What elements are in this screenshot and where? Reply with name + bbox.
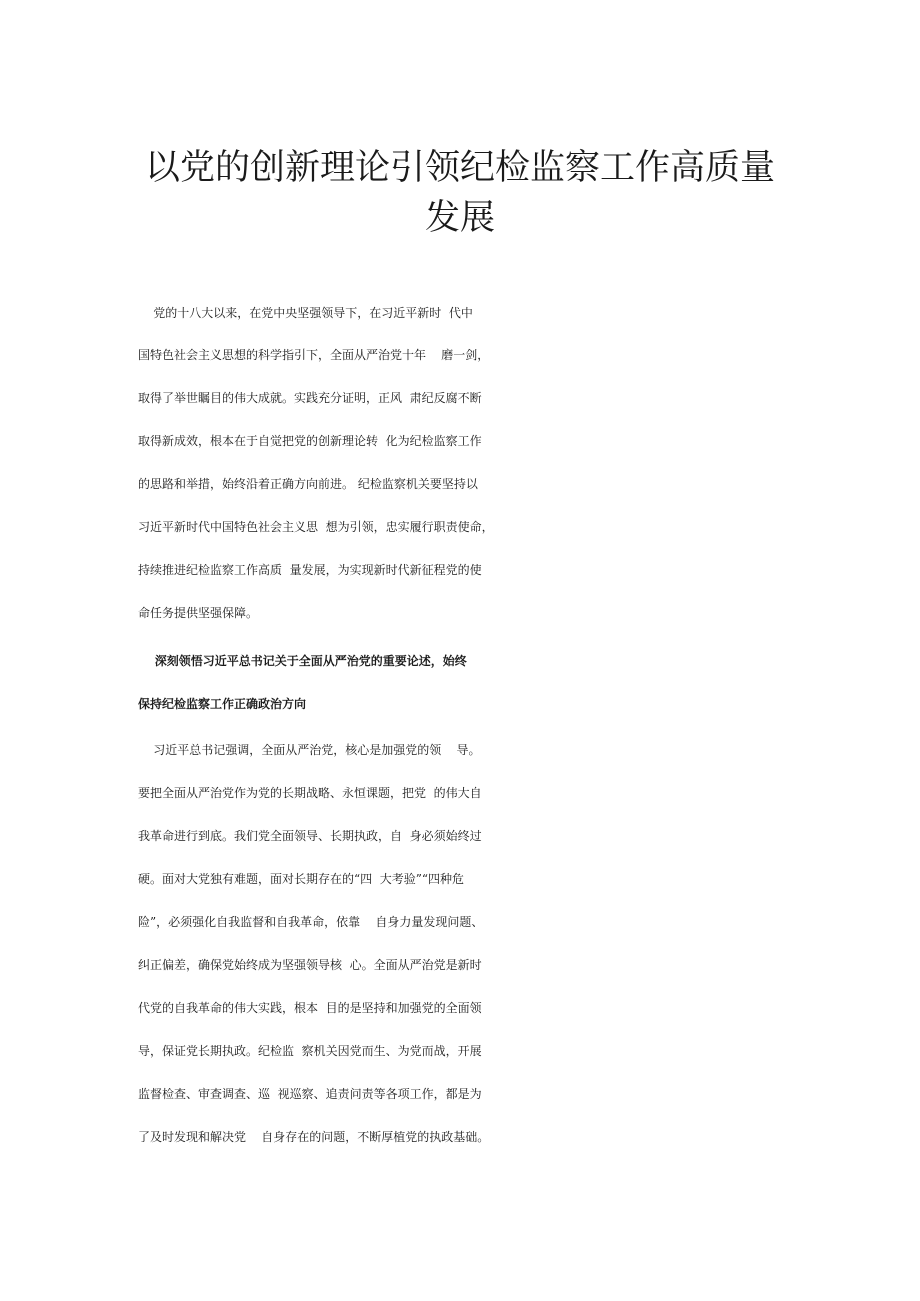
paragraph-1-line-1: 党的十八大以来，在党中央坚强领导下，在习近平新时 代中 [138, 306, 473, 320]
paragraph-2-line-1: 习近平总书记强调，全面从严治党，核心是加强党的领 导。 [138, 743, 481, 757]
paragraph-1-line-8: 命任务提供坚强保障。 [138, 606, 259, 620]
paragraph-1-line-4: 取得新成效，根本在于自觉把党的创新理论转 化为纪检监察工作 [138, 434, 482, 448]
section-heading-line-1: 深刻领悟习近平总书记关于全面从严治党的重要论述，始终 [138, 654, 467, 668]
document-title-line-1: 以党的创新理论引领纪检监察工作高质量 [144, 148, 775, 188]
section-heading-line-2: 保持纪检监察工作正确政治方向 [138, 697, 307, 711]
paragraph-2-line-10: 了及时发现和解决党 自身存在的问题，不断厚植党的执政基础。 [138, 1130, 490, 1144]
paragraph-2-line-5: 险”，必须强化自我监督和自我革命，依靠 自身力量发现问题、 [138, 915, 484, 929]
paragraph-1-line-3: 取得了举世瞩目的伟大成就。实践充分证明，正风 肃纪反腐不断 [138, 391, 482, 405]
paragraph-1-line-6: 习近平新时代中国特色社会主义思 想为引领，忠实履行职责使命， [138, 520, 494, 534]
paragraph-2-line-3: 我革命进行到底。我们党全面领导、长期执政，自 身必须始终过 [138, 829, 482, 843]
paragraph-2-line-6: 纠正偏差，确保党始终成为坚强领导核 心。全面从严治党是新时 [138, 958, 482, 972]
paragraph-2-line-4: 硬。面对大党独有难题，面对长期存在的“四 大考验”“四种危 [138, 872, 465, 886]
paragraph-2-line-9: 监督检查、审查调查、巡 视巡察、追责问责等各项工作，都是为 [138, 1087, 482, 1101]
document-title-line-2: 发展 [424, 198, 495, 238]
paragraph-1-line-2: 国特色社会主义思想的科学指引下，全面从严治党十年 磨一剑， [138, 348, 490, 362]
paragraph-2-line-8: 导，保证党长期执政。纪检监 察机关因党而生、为党而战，开展 [138, 1044, 482, 1058]
paragraph-2-line-2: 要把全面从严治党作为党的长期战略、永恒课题，把党 的伟大自 [138, 786, 482, 800]
paragraph-1-line-7: 持续推进纪检监察工作高质 量发展，为实现新时代新征程党的使 [138, 563, 482, 577]
paragraph-1-line-5: 的思路和举措，始终沿着正确方向前进。 纪检监察机关要坚持以 [138, 477, 478, 491]
paragraph-2-line-7: 代党的自我革命的伟大实践，根本 目的是坚持和加强党的全面领 [138, 1001, 482, 1015]
